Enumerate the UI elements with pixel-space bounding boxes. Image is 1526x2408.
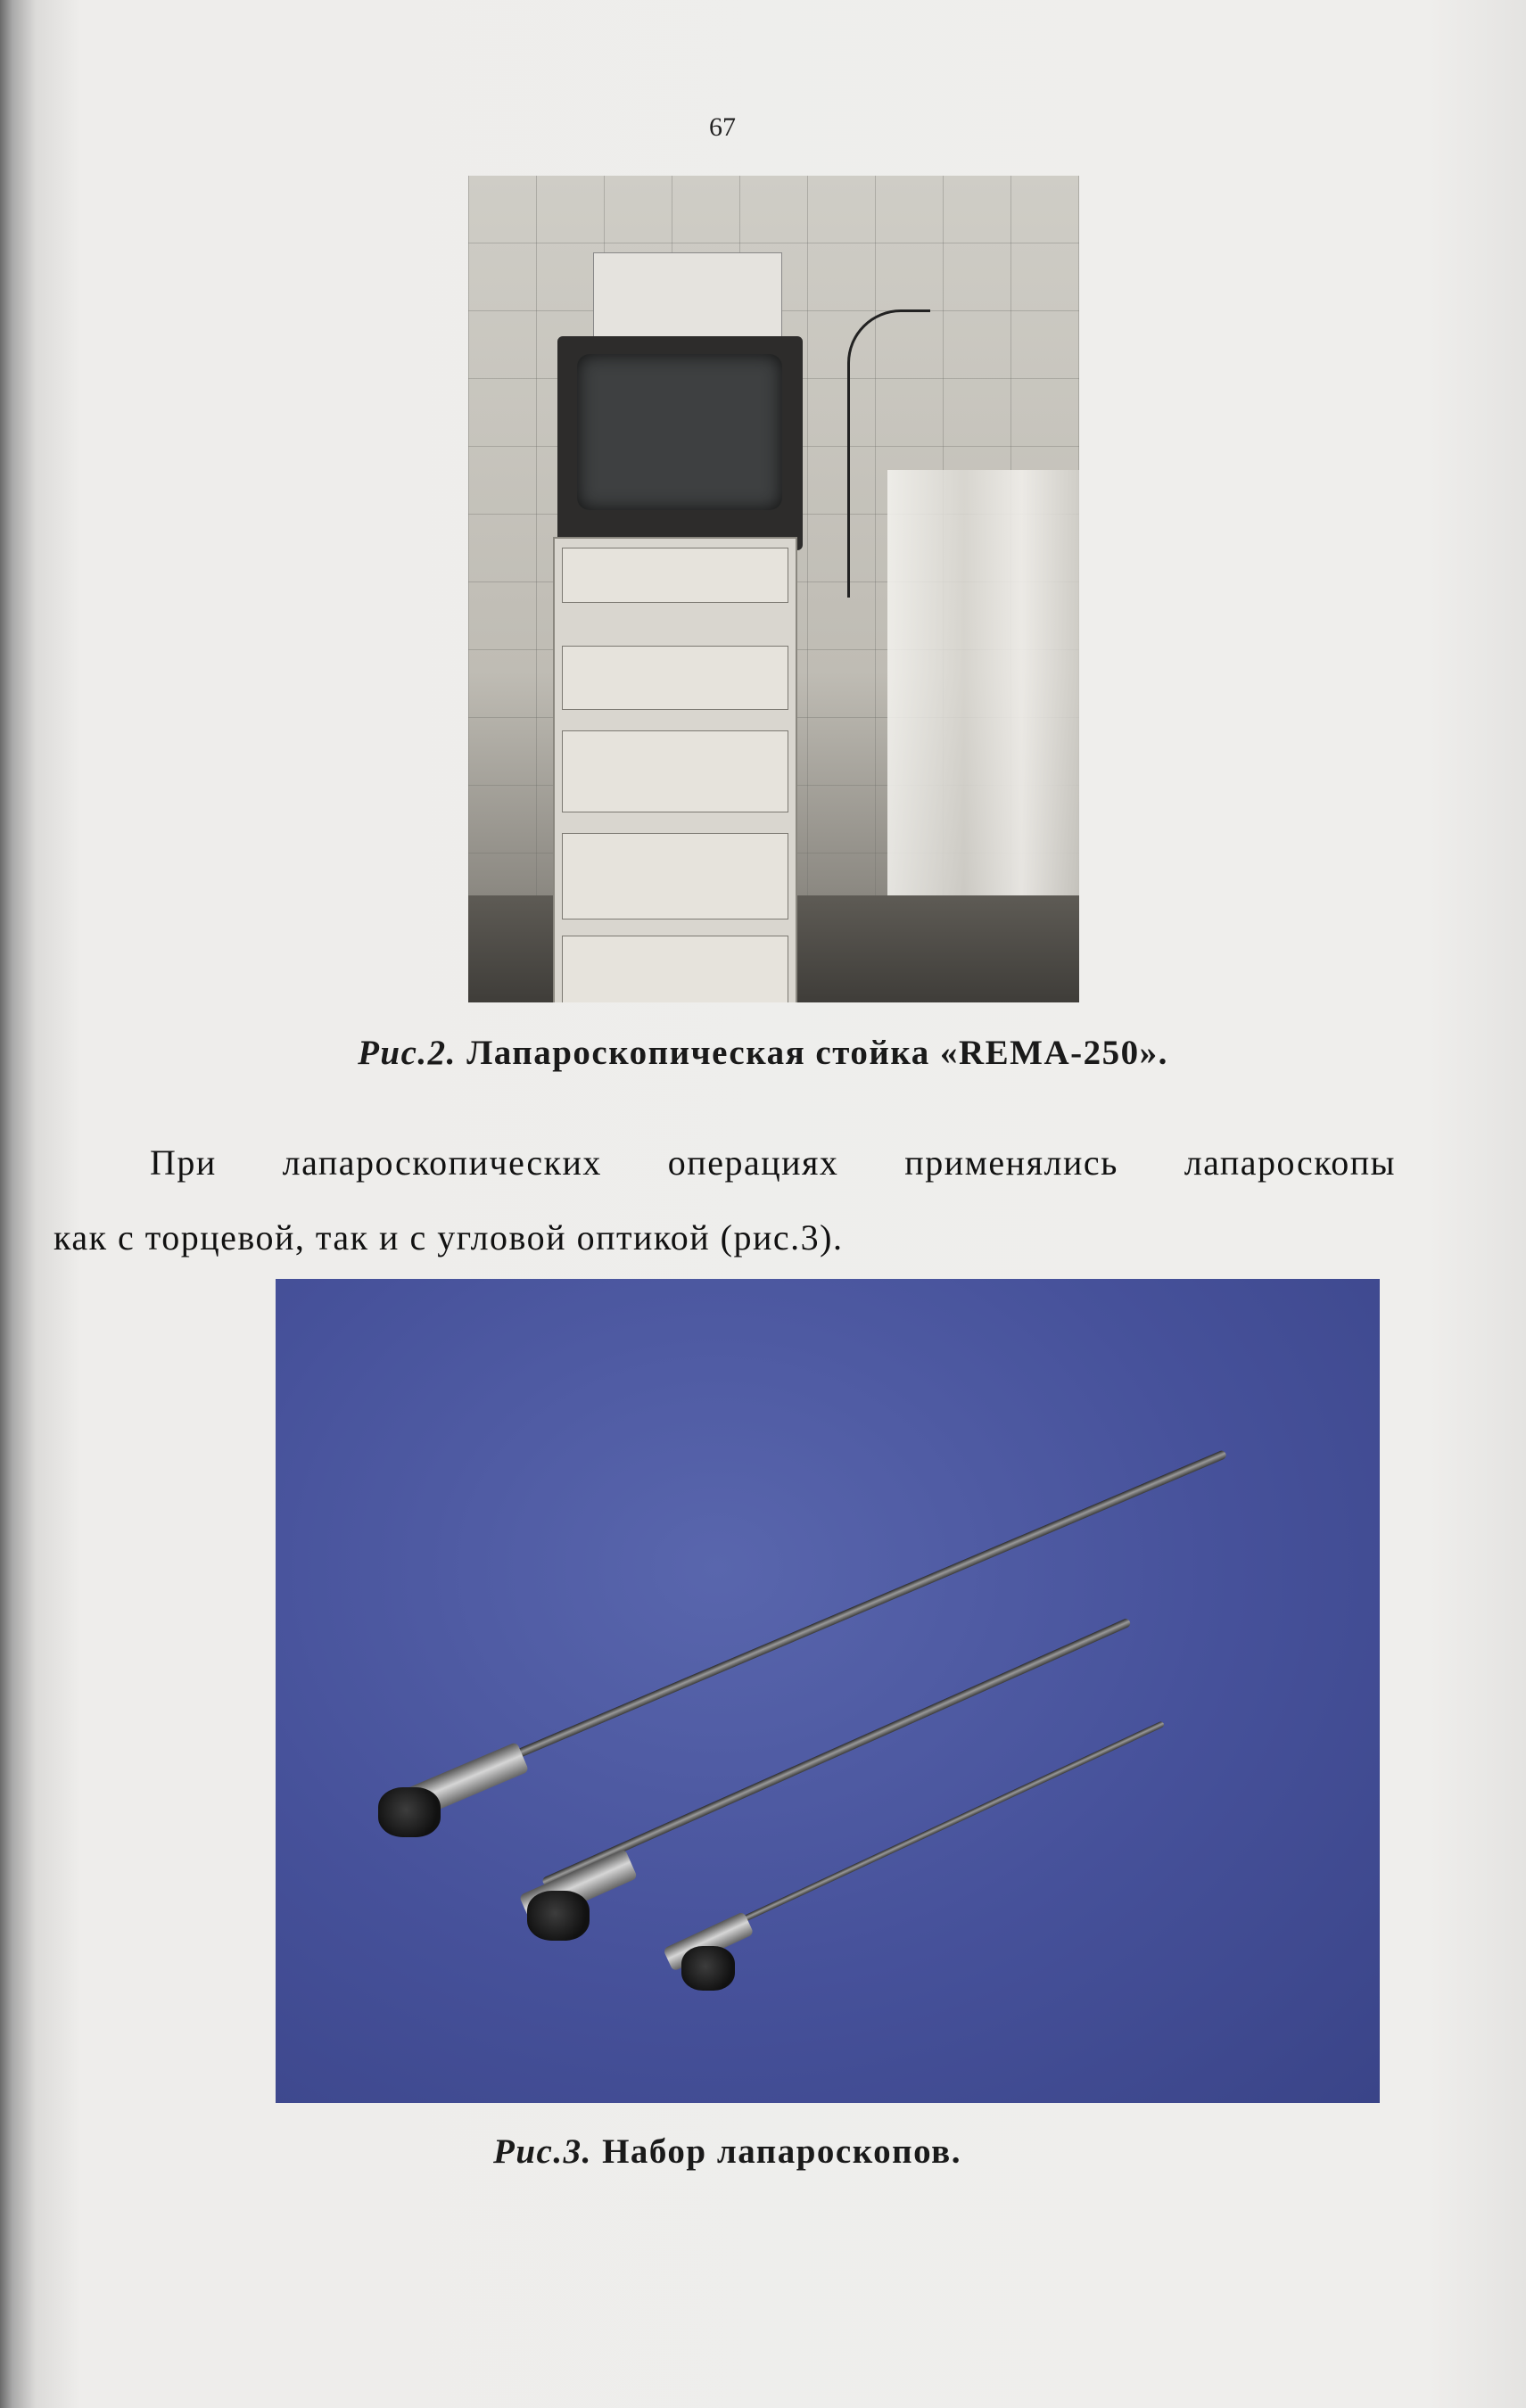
figure-2-photo (468, 176, 1079, 1002)
equipment-rack (553, 537, 797, 1002)
paragraph-line-1: При лапароскопических операциях применялись лапароскопы (150, 1142, 1396, 1183)
rack-unit (562, 646, 788, 710)
figure-3-photo (276, 1279, 1380, 2103)
laparoscope-shaft (694, 1720, 1166, 1944)
laparoscope-shaft (541, 1618, 1132, 1887)
figure-3-label: Рис.3. (493, 2132, 592, 2171)
laparoscope-shaft (452, 1449, 1227, 1785)
figure-2-label: Рис.2. (358, 1034, 457, 1072)
figure-3-caption (0, 2132, 1490, 2172)
laparoscope-eyepiece (527, 1891, 590, 1941)
body-paragraph (54, 1126, 1396, 1275)
rack-unit (562, 730, 788, 812)
laparoscope-eyepiece (378, 1787, 441, 1837)
monitor-screen (577, 354, 782, 510)
cable (847, 309, 930, 598)
laparoscope-eyepiece (681, 1946, 735, 1991)
figure-2-caption-text: Лапароскопическая стойка «REMA-250». (466, 1034, 1168, 1072)
paragraph-line-2: как с торцевой, так и с угловой оптикой (рис.3). (54, 1217, 844, 1258)
rack-unit (562, 936, 788, 1002)
insufflator-unit (593, 252, 782, 339)
figure-2-caption (0, 1033, 1526, 1073)
rack-unit (562, 833, 788, 919)
rack-unit (562, 548, 788, 603)
monitor (557, 336, 803, 550)
figure-3-caption-text: Набор лапароскопов. (602, 2132, 961, 2171)
page-number: 67 (709, 112, 736, 142)
